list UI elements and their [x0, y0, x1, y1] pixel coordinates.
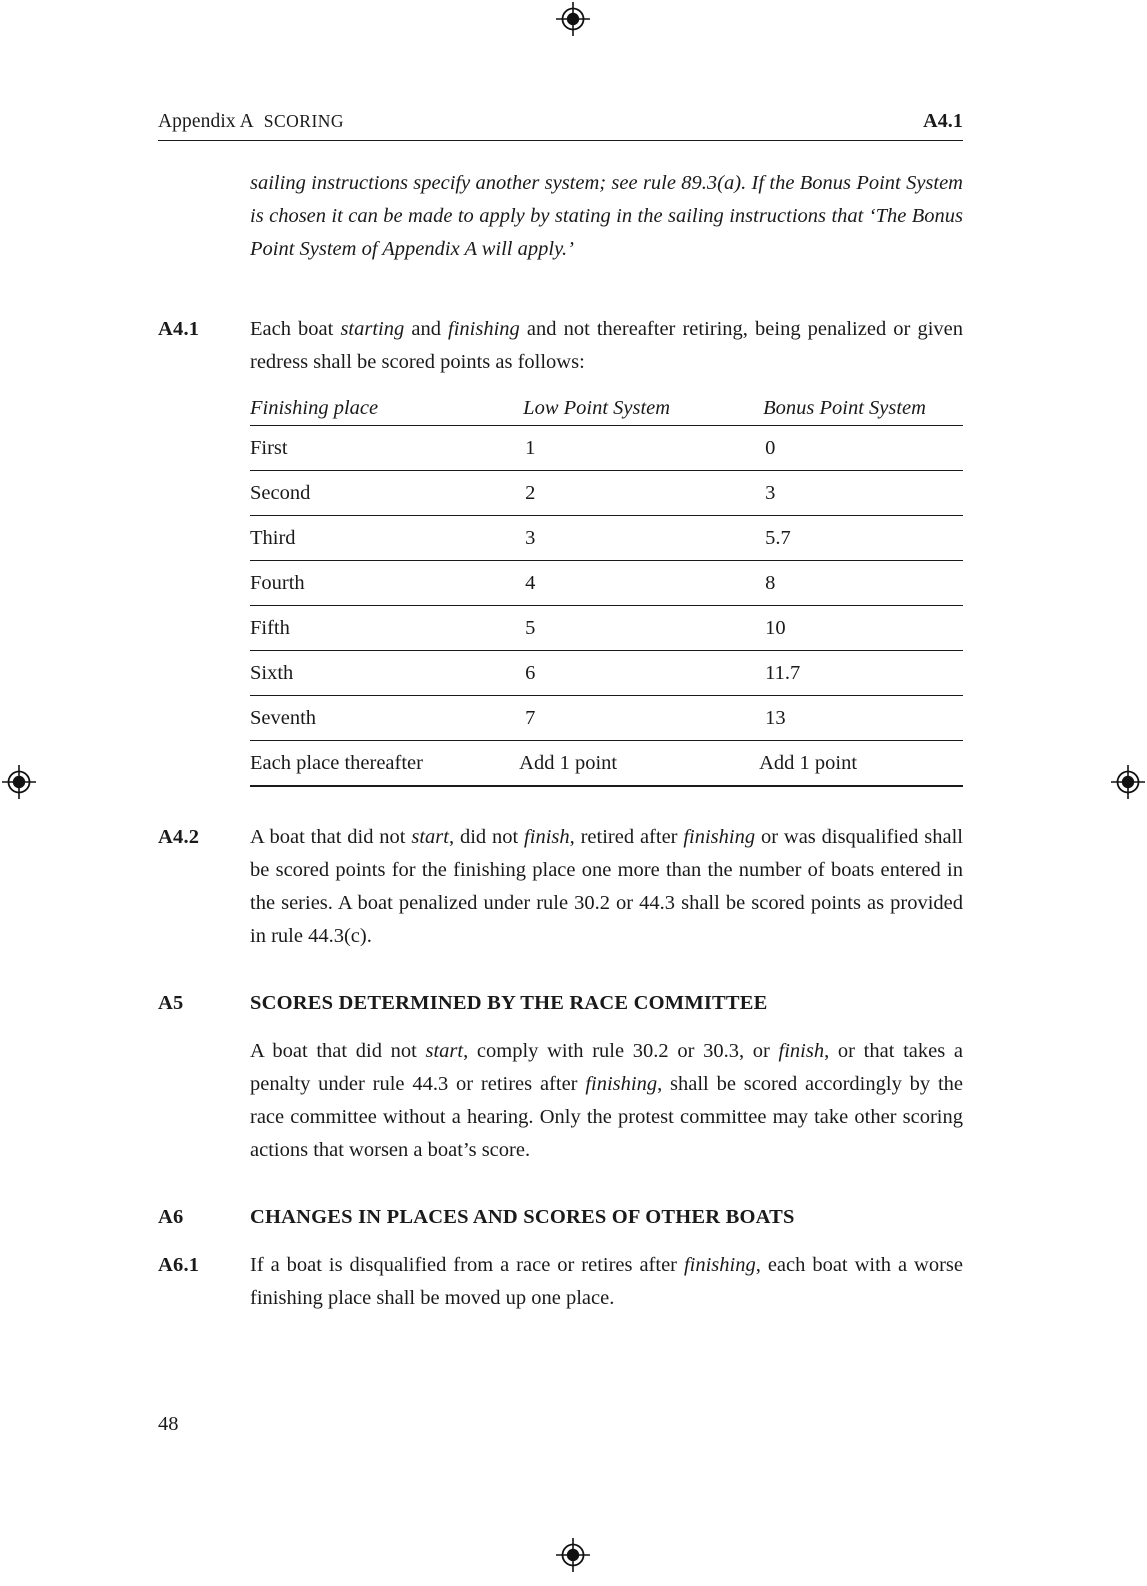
- rule-a6-1-text-1: If a boat is disqualified from a race or retires after: [250, 1253, 684, 1276]
- rule-a4-2-text-2: , did not: [448, 825, 525, 848]
- cell-place: Fourth: [250, 560, 519, 605]
- rule-a4-2-text: [250, 821, 963, 953]
- rule-a4-2-text-4: or was disqualified shall be scored points for the finishing place one more than the number of boats entered in the series. A boat penalized under rule 30.2 or 44.3 shall be scored points as provided in rule 44.3(c).: [250, 825, 963, 947]
- cell-place: Sixth: [250, 650, 519, 695]
- table-row: [250, 650, 963, 695]
- page-content: [158, 110, 963, 1315]
- section-a5-italic-3: finishing: [585, 1072, 658, 1095]
- rule-a4-1-italic-2: finishing: [448, 317, 520, 340]
- section-a5-text-1: A boat that did not: [250, 1039, 426, 1062]
- table-body: [250, 425, 963, 786]
- section-a6-heading: CHANGES IN PLACES AND SCORES OF OTHER BOATS: [250, 1205, 795, 1228]
- page-number: 48: [158, 1413, 179, 1435]
- cell-bonus-point: 0: [749, 425, 963, 470]
- rule-a4-1-text-2: and: [404, 317, 449, 340]
- section-a5-label: A5: [158, 991, 184, 1014]
- cell-place: Fifth: [250, 605, 519, 650]
- rule-a4-2-italic-2: finish: [524, 825, 570, 848]
- running-head: [158, 110, 963, 133]
- section-a6: [158, 1201, 963, 1234]
- cell-bonus-point: 5.7: [749, 515, 963, 560]
- cell-bonus-point: 10: [749, 605, 963, 650]
- section-a6-label: A6: [158, 1205, 184, 1228]
- cell-low-point: 2: [519, 470, 749, 515]
- rule-a4-1-text-3: and not thereafter retiring, being penalized or given redress shall be scored points as follows:: [250, 317, 963, 373]
- cell-low-point: Add 1 point: [519, 740, 749, 786]
- section-a5-text-2: , comply with rule 30.2 or 30.3, or: [463, 1039, 779, 1062]
- cell-place: Seventh: [250, 695, 519, 740]
- cell-low-point: 5: [519, 605, 749, 650]
- rule-a4-2: [158, 821, 963, 953]
- section-a5-heading: SCORES DETERMINED BY THE RACE COMMITTEE: [250, 991, 768, 1014]
- rule-a4-1-text: [250, 313, 963, 379]
- cell-bonus-point: Add 1 point: [749, 740, 963, 786]
- cell-low-point: 4: [519, 560, 749, 605]
- header-divider: [158, 140, 963, 141]
- section-a5-italic-1: start: [425, 1039, 464, 1062]
- rule-a6-1-text: [250, 1249, 963, 1315]
- section-a5-text-4: , shall be scored accordingly by the race committee without a hearing. Only the protest committee may take other scoring actions that worsen a boat’s score.: [250, 1072, 963, 1161]
- cell-place: Each place thereafter: [250, 740, 519, 786]
- running-head-section-label: SCORING: [263, 111, 345, 131]
- registration-mark-bottom: [556, 1538, 590, 1572]
- table-row: [250, 560, 963, 605]
- column-header-bonus-point-system: Bonus Point System: [749, 391, 963, 426]
- registration-mark-top: [556, 2, 590, 36]
- intro-paragraph: sailing instructions specify another system; see rule 89.3(a). If the Bonus Point System is chosen it can be made to apply by stating in the sailing instructions that ‘The Bonus Point System of Appendix A will apply.’: [250, 172, 963, 260]
- column-header-finishing-place: Finishing place: [250, 391, 519, 426]
- cell-place: Third: [250, 515, 519, 560]
- cell-bonus-point: 11.7: [749, 650, 963, 695]
- rule-a6-1: [158, 1249, 963, 1315]
- rule-a4-2-italic-1: start: [411, 825, 449, 848]
- rule-a4-2-text-1: A boat that did not: [250, 825, 412, 848]
- rule-a4-1-label: A4.1: [158, 317, 200, 340]
- cell-low-point: 1: [519, 425, 749, 470]
- cell-place: Second: [250, 470, 519, 515]
- table-row: [250, 605, 963, 650]
- registration-mark-left: [2, 765, 36, 799]
- rule-a4-2-label: A4.2: [158, 825, 200, 848]
- table-row: [250, 470, 963, 515]
- table-row: [250, 515, 963, 560]
- scoring-table: [250, 391, 963, 787]
- cell-place: First: [250, 425, 519, 470]
- section-a5: [158, 987, 963, 1020]
- table-row: [250, 695, 963, 740]
- section-a5-italic-2: finish: [778, 1039, 825, 1062]
- rule-a6-1-text-2: , each boat with a worse finishing place shall be moved up one place.: [250, 1253, 963, 1309]
- rule-a6-1-italic-1: finishing: [683, 1253, 756, 1276]
- cell-low-point: 7: [519, 695, 749, 740]
- running-head-rule-number: A4.1: [923, 110, 963, 132]
- rule-a4-1-text-1: Each boat: [250, 317, 341, 340]
- running-head-left: [158, 111, 344, 133]
- cell-low-point: 6: [519, 650, 749, 695]
- cell-bonus-point: 13: [749, 695, 963, 740]
- rule-a6-1-label: A6.1: [158, 1253, 200, 1276]
- column-header-low-point-system: Low Point System: [519, 391, 749, 426]
- rule-a4-1: [158, 313, 963, 379]
- registration-mark-right: [1111, 765, 1145, 799]
- rule-a4-2-italic-3: finishing: [683, 825, 756, 848]
- running-head-appendix-label: Appendix A: [158, 111, 254, 132]
- cell-bonus-point: 8: [749, 560, 963, 605]
- rule-a4-1-italic-1: starting: [340, 317, 405, 340]
- section-a5-text-3: , or that takes a penalty under rule 44.3 or retires after: [250, 1039, 963, 1095]
- section-a5-text: [250, 1035, 963, 1167]
- cell-bonus-point: 3: [749, 470, 963, 515]
- cell-low-point: 3: [519, 515, 749, 560]
- table-row: [250, 425, 963, 470]
- table-header-row: [250, 391, 963, 426]
- table-row: [250, 740, 963, 786]
- rule-a4-2-text-3: , retired after: [569, 825, 684, 848]
